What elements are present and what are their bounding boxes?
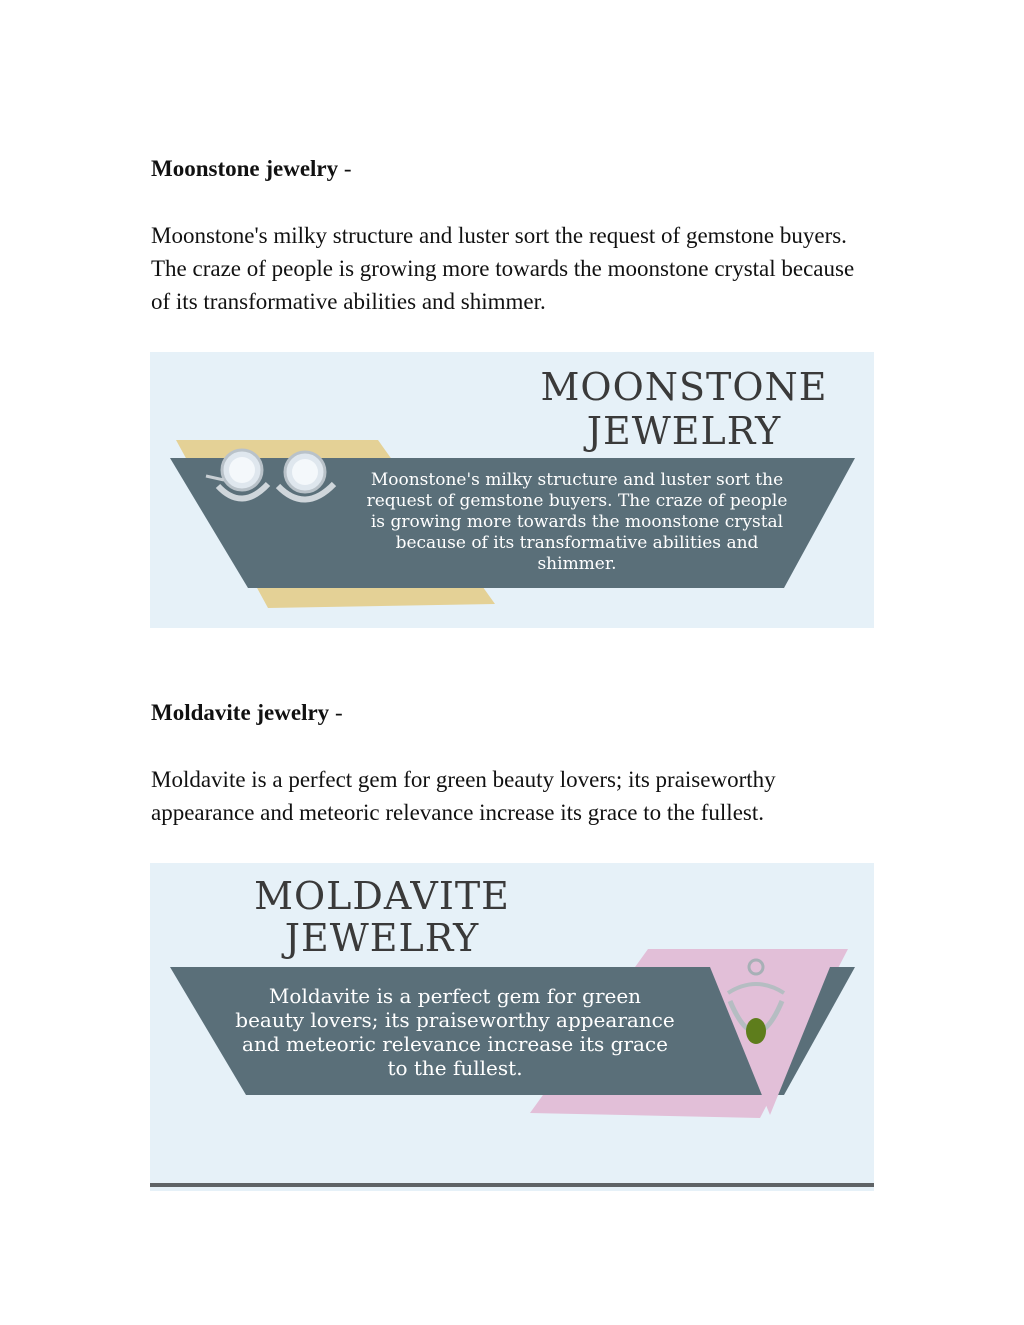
section-heading-moldavite	[151, 698, 343, 728]
banner-text-line: request of gemstone buyers. The craze of people	[366, 491, 788, 511]
moonstone-banner-image	[150, 352, 874, 628]
section-paragraph-moldavite: Moldavite is a perfect gem for green beauty lovers; its praiseworthy appearance and meteoric relevance increase its grace to the fullest.	[151, 767, 776, 825]
heading-separator: -	[338, 156, 352, 181]
banner-text-line: beauty lovers; its praiseworthy appearance	[235, 1008, 675, 1032]
banner-text-line: is growing more towards the moonstone crystal	[370, 512, 784, 532]
banner-text-line: Moldavite is a perfect gem for green	[268, 984, 642, 1008]
moldavite-banner-image	[150, 863, 874, 1191]
banner-title-line: MOLDAVITE	[254, 874, 510, 918]
heading-title: Moldavite jewelry	[151, 700, 330, 725]
section-heading-moonstone	[151, 154, 352, 184]
banner-title-line: JEWELRY	[586, 409, 782, 453]
banner-text-line: to the fullest.	[387, 1056, 523, 1080]
heading-title: Moonstone jewelry	[151, 156, 339, 181]
banner-text-line: and meteoric relevance increase its grace	[242, 1032, 668, 1056]
banner-bottom-rule	[150, 1183, 874, 1187]
banner-text-line: shimmer.	[537, 554, 617, 574]
section-paragraph-moonstone: Moonstone's milky structure and luster sort the request of gemstone buyers. The craze of people is growing more towards the moonstone crystal because of its transformative abilities and shimmer.	[151, 223, 855, 314]
banner-text-line: because of its transformative abilities and	[395, 533, 759, 553]
banner-text-line: Moonstone's milky structure and luster sort the	[370, 470, 784, 490]
banner-title-line: JEWELRY	[284, 916, 480, 960]
banner-title-line: MOONSTONE	[540, 365, 828, 409]
heading-separator: -	[329, 700, 343, 725]
